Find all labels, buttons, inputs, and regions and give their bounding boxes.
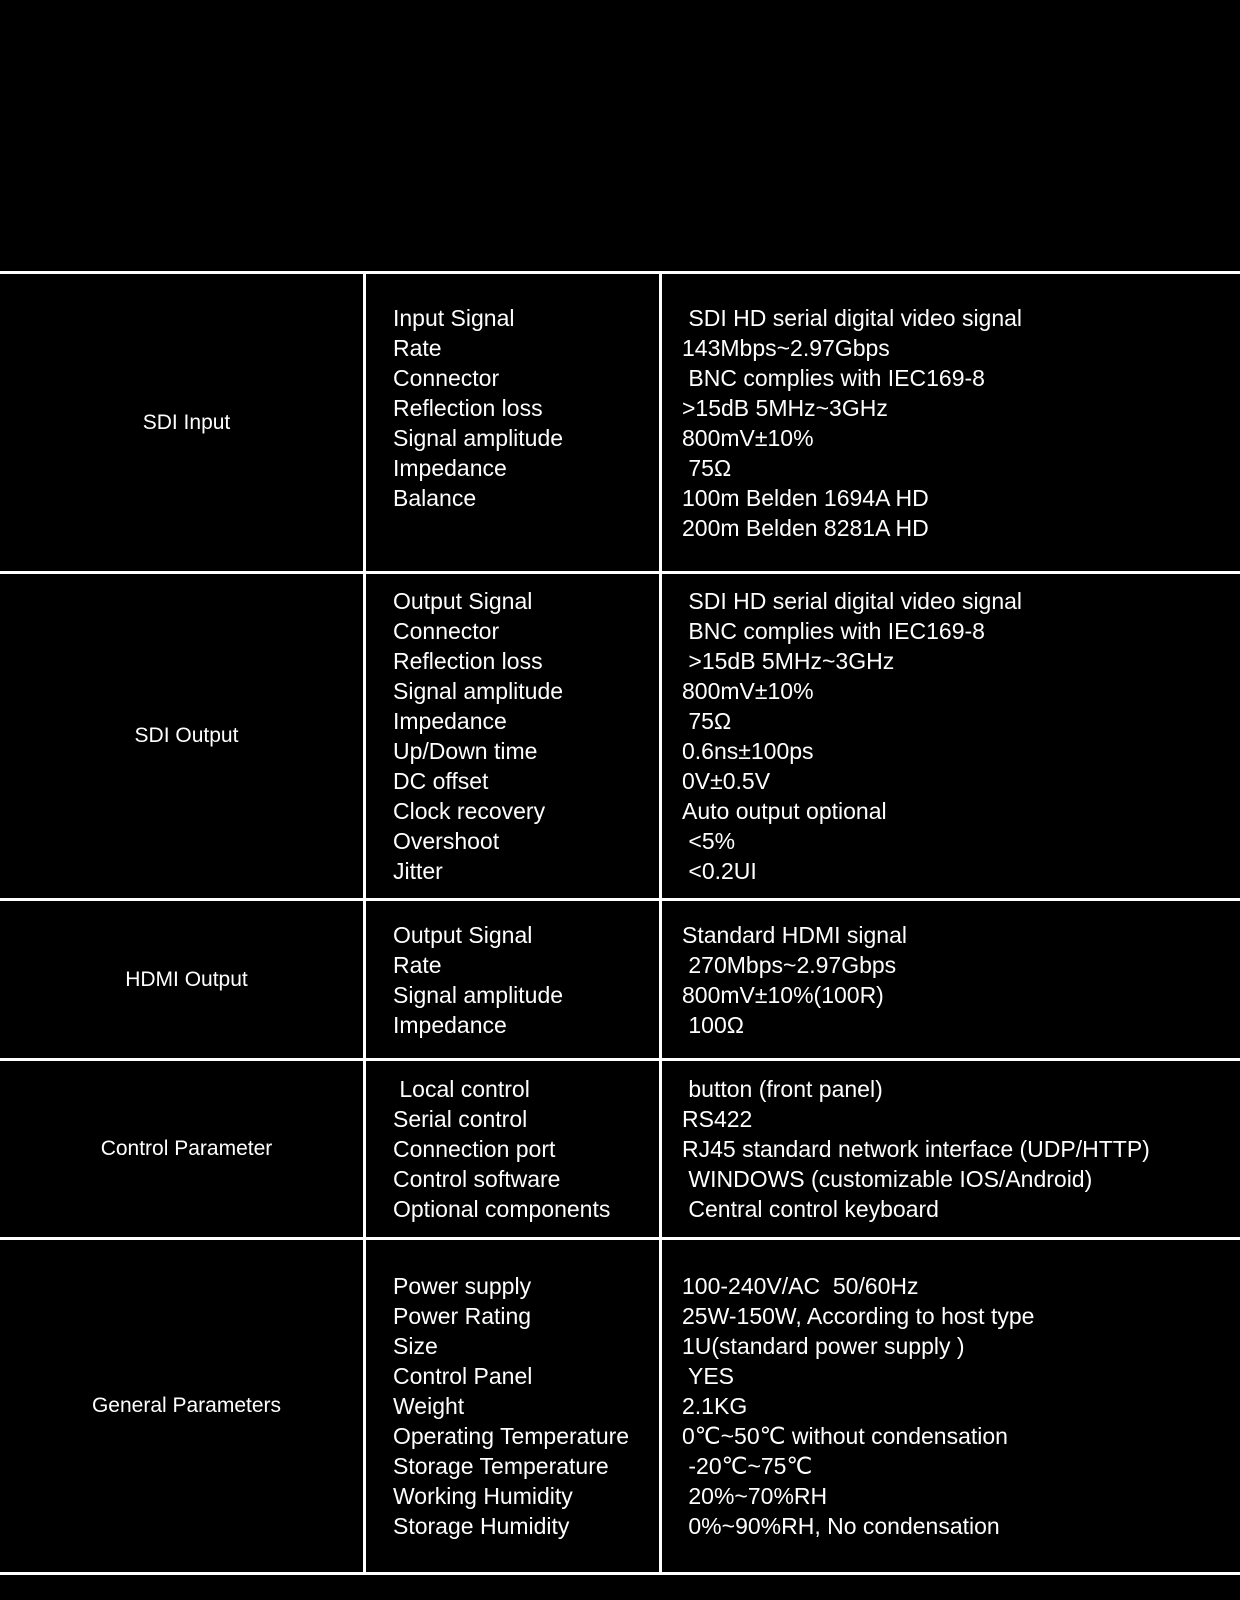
param-value: 20%~70%RH	[682, 1483, 828, 1509]
section-hdmi-output	[0, 901, 1240, 1061]
param-label: Signal amplitude	[393, 678, 564, 704]
param-value: >15dB 5MHz~3GHz	[682, 394, 888, 421]
param-label	[393, 513, 659, 543]
param-value: Standard HDMI signal	[682, 921, 907, 948]
param-value: 0V±0.5V	[682, 768, 771, 794]
param-value: 0%~90%RH, No condensation	[682, 1513, 1000, 1539]
param-value: 0.6ns±100ps	[682, 738, 814, 764]
spec-table	[0, 271, 1240, 1575]
param-value: 800mV±10%(100R)	[682, 981, 884, 1008]
param-value: RS422	[682, 1106, 753, 1132]
param-value: 75Ω	[682, 454, 732, 481]
param-value: 75Ω	[682, 708, 732, 734]
section-control-parameter	[0, 1061, 1240, 1240]
param-label: Power Rating	[393, 1303, 532, 1329]
value-list	[662, 1240, 1240, 1572]
param-value: 0℃~50℃ without condensation	[682, 1423, 1008, 1449]
param-value: <5%	[682, 828, 736, 854]
param-value: BNC complies with IEC169-8	[682, 364, 985, 391]
value-list	[662, 901, 1240, 1058]
param-value: button (front panel)	[682, 1076, 883, 1102]
section-sdi-input	[0, 274, 1240, 574]
param-label: Connection port	[393, 1136, 556, 1162]
param-value: SDI HD serial digital video signal	[682, 304, 1023, 331]
param-value: RJ45 standard network interface (UDP/HTTP)	[682, 1136, 1150, 1162]
section-general-parameters	[0, 1240, 1240, 1572]
param-list	[366, 901, 662, 1058]
param-label: DC offset	[393, 768, 489, 794]
param-label: Rate	[393, 334, 442, 361]
value-list	[662, 1061, 1240, 1237]
category-label: SDI Input	[0, 274, 366, 571]
category-label: General Parameters	[0, 1240, 366, 1572]
param-label: Signal amplitude	[393, 981, 564, 1008]
param-value: 25W-150W, According to host type	[682, 1303, 1035, 1329]
category-label: SDI Output	[0, 574, 366, 898]
param-label: Input Signal	[393, 304, 515, 331]
param-label: Serial control	[393, 1106, 528, 1132]
param-label: Working Humidity	[393, 1483, 573, 1509]
param-label: Control Panel	[393, 1363, 533, 1389]
param-value: YES	[682, 1363, 734, 1389]
param-value: 800mV±10%	[682, 678, 814, 704]
param-value: 800mV±10%	[682, 424, 814, 451]
param-label: Size	[393, 1333, 438, 1359]
param-value: 270Mbps~2.97Gbps	[682, 951, 897, 978]
param-value: 100m Belden 1694A HD	[682, 484, 929, 511]
param-value: -20℃~75℃	[682, 1453, 813, 1479]
param-value: 143Mbps~2.97Gbps	[682, 334, 890, 361]
param-label: Weight	[393, 1393, 465, 1419]
param-label: Output Signal	[393, 588, 533, 614]
param-label: Clock recovery	[393, 798, 546, 824]
param-label: Operating Temperature	[393, 1423, 630, 1449]
param-label: Reflection loss	[393, 394, 543, 421]
param-value: >15dB 5MHz~3GHz	[682, 648, 895, 674]
param-list	[366, 274, 662, 571]
param-value: Central control keyboard	[682, 1196, 939, 1222]
category-label: Control Parameter	[0, 1061, 366, 1237]
param-label: Output Signal	[393, 921, 533, 948]
param-label: Connector	[393, 364, 500, 391]
param-list	[366, 1240, 662, 1572]
param-label: Signal amplitude	[393, 424, 564, 451]
param-label: Power supply	[393, 1273, 532, 1299]
param-value: <0.2UI	[682, 858, 757, 884]
param-label: Balance	[393, 484, 477, 511]
param-list	[366, 1061, 662, 1237]
param-list	[366, 574, 662, 898]
param-label: Impedance	[393, 454, 507, 481]
param-label: Storage Humidity	[393, 1513, 570, 1539]
param-label: Impedance	[393, 1011, 507, 1038]
value-list	[662, 274, 1240, 571]
param-label: Local control	[393, 1076, 530, 1102]
param-value: 200m Belden 8281A HD	[682, 514, 929, 541]
param-value: Auto output optional	[682, 798, 887, 824]
param-label: Storage Temperature	[393, 1453, 609, 1479]
param-label: Control software	[393, 1166, 561, 1192]
param-value: 100Ω	[682, 1011, 744, 1038]
section-sdi-output	[0, 574, 1240, 901]
param-value: BNC complies with IEC169-8	[682, 618, 985, 644]
param-label: Reflection loss	[393, 648, 543, 674]
param-label: Up/Down time	[393, 738, 538, 764]
param-value: 2.1KG	[682, 1393, 748, 1419]
param-label: Impedance	[393, 708, 507, 734]
param-value: 1U(standard power supply )	[682, 1333, 965, 1359]
param-label: Overshoot	[393, 828, 500, 854]
param-label: Connector	[393, 618, 500, 644]
value-list	[662, 574, 1240, 898]
param-value: 100-240V/AC 50/60Hz	[682, 1273, 919, 1299]
param-label: Rate	[393, 951, 442, 978]
param-value: WINDOWS (customizable IOS/Android)	[682, 1166, 1093, 1192]
param-label: Optional components	[393, 1196, 611, 1222]
category-label: HDMI Output	[0, 901, 366, 1058]
param-label: Jitter	[393, 858, 443, 884]
param-value: SDI HD serial digital video signal	[682, 588, 1023, 614]
